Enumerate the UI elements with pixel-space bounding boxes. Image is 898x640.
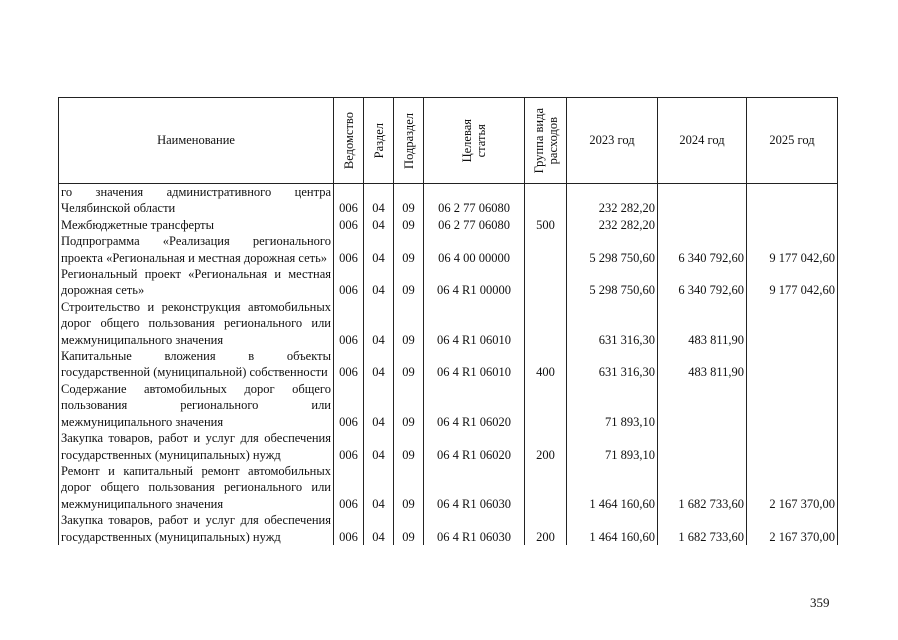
header-2025: 2025 год xyxy=(747,98,838,184)
table-row: Межбюджетные трансферты 006 04 09 06 2 77 06080 500 232 282,20 xyxy=(59,217,838,233)
page-number: 359 xyxy=(810,595,830,610)
table-row: Закупка товаров, работ и услуг для обеспечения государственных (муниципальных) нужд 006 04 09 06 4 R1 06030 200 1 464 160,60 1 682 733,60 2 167 370,00 xyxy=(59,512,838,545)
header-2024: 2024 год xyxy=(658,98,747,184)
table-row: Строительство и реконструкция автомобильных дорог общего пользования регионального или межмуниципального значения 006 04 09 06 4 R1 06010 631 316,30 483 811,90 xyxy=(59,299,838,348)
table-row: го значения административного центра Челябинской области 006 04 09 06 2 77 06080 232 282,20 xyxy=(59,184,838,217)
header-vedomstvo: Ведомство xyxy=(334,98,364,184)
table-row: Капитальные вложения в объекты государственной (муниципальной) собственности 006 04 09 06 4 R1 06010 400 631 316,30 483 811,90 xyxy=(59,348,838,381)
table-row: Ремонт и капитальный ремонт автомобильных дорог общего пользования регионального или межмуниципального значения 006 04 09 06 4 R1 06030 1 464 160,60 1 682 733,60 2 167 370,00 xyxy=(59,463,838,512)
table-row: Содержание автомобильных дорог общего пользования регионального или межмуниципального значения 006 04 09 06 4 R1 06020 71 893,10 xyxy=(59,381,838,430)
header-celevaya: Целевая статья xyxy=(424,98,525,184)
header-name: Наименование xyxy=(59,98,334,184)
table-row: Подпрограмма «Реализация регионального проекта «Региональная и местная дорожная сеть» 006 04 09 06 4 00 00000 5 298 750,60 6 340 792,60 9 177 042,60 xyxy=(59,233,838,266)
table-row: Региональный проект «Региональная и местная дорожная сеть» 006 04 09 06 4 R1 00000 5 298 750,60 6 340 792,60 9 177 042,60 xyxy=(59,266,838,299)
header-gruppa: Группа вида расходов xyxy=(525,98,567,184)
budget-table xyxy=(58,97,838,545)
header-razdel: Раздел xyxy=(364,98,394,184)
header-2023: 2023 год xyxy=(567,98,658,184)
table-header-row xyxy=(59,98,838,184)
table-row: Закупка товаров, работ и услуг для обеспечения государственных (муниципальных) нужд 006 04 09 06 4 R1 06020 200 71 893,10 xyxy=(59,430,838,463)
header-podrazdel: Подраздел xyxy=(394,98,424,184)
